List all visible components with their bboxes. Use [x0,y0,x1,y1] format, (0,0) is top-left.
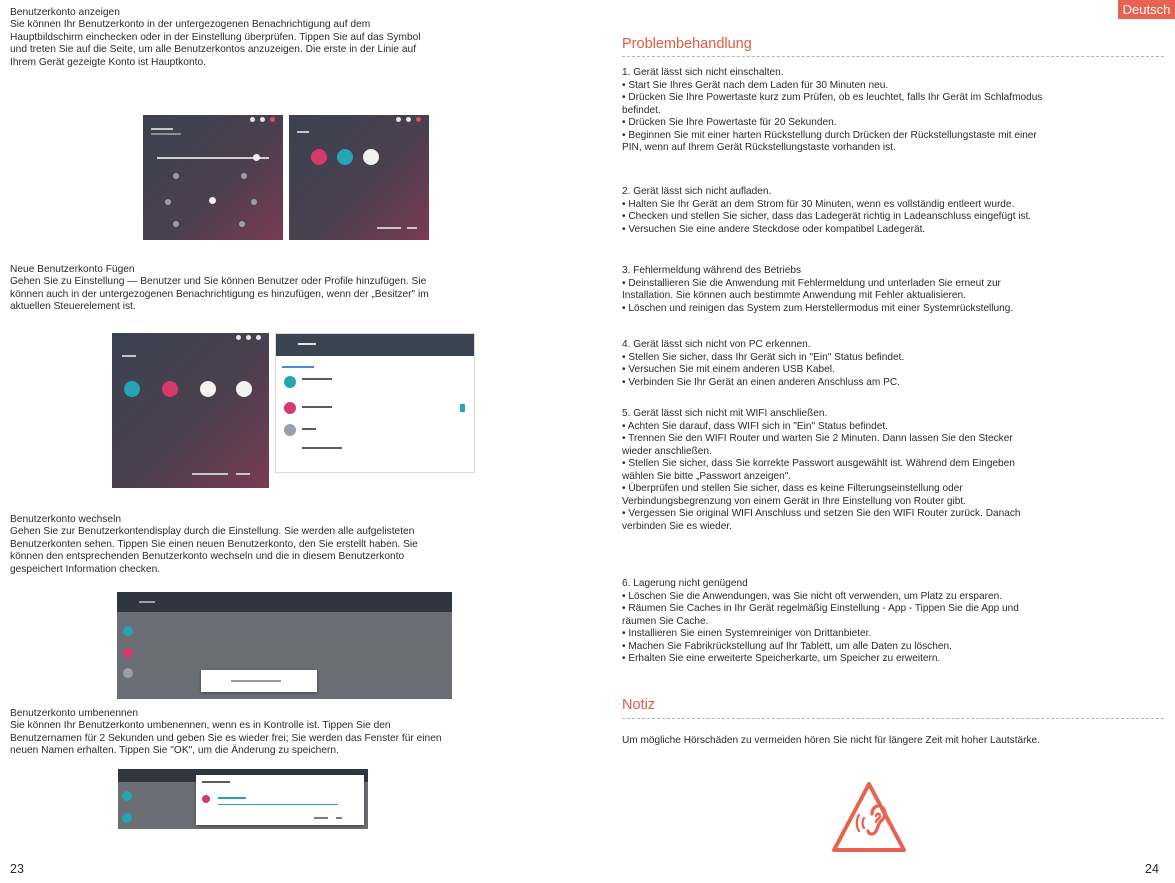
screenshot-user-switcher [289,115,429,240]
screenshot-quick-settings [143,115,283,240]
screenshot-rename-dialog [118,769,368,829]
screenshot-users-settings [275,333,475,473]
problem-group-errors: 3. Fehlermeldung während des Betriebs • Deinstallieren Sie die Anwendung mit Fehlermeldung und unterladen Sie erneut zur Installation. Sie können auch bestimmte Anwendung mit Fehler aktualisieren. • Löschen und reinigen das System zum Herstellermodus mit einer Systemrückstellung. [622,265,1014,314]
section-title: Benutzerkonto umbenennen [10,708,139,719]
section-switch-account: Benutzerkonto wechseln Gehen Sie zur Benutzerkontendisplay durch die Einstellung. Sie werden alle aufgelisteten Benutzerkonten sehen. Tippen Sie einen neuen Benutzerkonto, den Sie erstellt haben. Sie können den entsprechenden Benutzerkonto wechseln und die in diesem Benutzerkonto gespeichert Information checken. [10,514,570,576]
section-title: Benutzerkonto wechseln [10,514,121,525]
notice-text: Um mögliche Hörschäden zu vermeiden hören Sie nicht für längere Zeit mit hoher Lautstärke. [622,735,1040,746]
section-rename-account: Benutzerkonto umbenennen Sie können Ihr Benutzerkonto umbenennen, wenn es in Kontrolle ist. Tippen Sie den Benutzernamen für 2 Sekunden und geben Sie es wieder frei; Sie werden das Fenster für einen neuen Namen erhalten. Tippen Sie "OK", um die Änderung zu speichern. [10,708,570,758]
notice-divider [622,718,1164,719]
problem-group-power: 1. Gerät lässt sich nicht einschalten. • Start Sie Ihres Gerät nach dem Laden für 30 Minuten neu. • Drücken Sie Ihre Powertaste kurz zum Prüfen, ob es leuchtet, falls Ihr Gerät im Schlafmodus befindet. • Drücken Sie Ihre Powertaste für 20 Sekunden. • Beginnen Sie mit einer harten Rückstellung durch Drücken der Rückstellungstaste mit einer PIN, wenn auf Ihrem Gerät Rückstellungstaste vorhanden ist. [622,67,1043,153]
section-title: Benutzerkonto anzeigen [10,7,120,18]
section-add-account: Neue Benutzerkonto Fügen Gehen Sie zu Einstellung — Benutzer und Sie können Benutzer oder Profile hinzufügen. Sie können auch in der untergezogenen Benachrichtigung es hinzufügen, wenn der „Besitzer" im aktuellen Steuerelement ist. [10,264,570,314]
section-title: Neue Benutzerkonto Fügen [10,264,135,275]
page-number-left: 23 [10,862,24,876]
language-badge: Deutsch [1118,0,1175,19]
screenshot-add-user-dark [112,333,269,488]
hearing-warning-icon [828,778,910,860]
notice-heading: Notiz [622,697,656,713]
page-number-right: 24 [1145,862,1159,876]
problem-group-pc: 4. Gerät lässt sich nicht von PC erkennen. • Stellen Sie sicher, dass Ihr Gerät sich in "Ein" Status befindet. • Versuchen Sie mit einem anderen USB Kabel. • Verbinden Sie Ihr Gerät an einen anderen Anschluss am PC. [622,339,905,388]
left-page [0,0,580,883]
problem-group-wifi: 5. Gerät lässt sich nicht mit WIFI anschließen. • Achten Sie darauf, dass WIFI sich in "Ein" Status befindet. • Trennen Sie den WIFI Router und warten Sie 2 Minuten. Dann lassen Sie den Stecker wieder anschließen. • Stellen Sie sicher, dass Sie korrekte Passwort ausgewählt ist. Während dem Eingeben wählen Sie bitte „Passwort anzeigen". • Überprüfen und stellen Sie sicher, dass es keine Filterungseinstellung oder Verbindungsbegrenzung von einem Gerät in Ihre Einstellung von Router gibt. • Vergessen Sie original WIFI Anschluss und setzen Sie den WIFI Router zurück. Danach verbinden Sie es wieder. [622,408,1021,532]
problem-group-storage: 6. Lagerung nicht genügend • Löschen Sie die Anwendungen, was Sie nicht oft verwenden, um Platz zu ersparen. • Räumen Sie Caches in Ihr Gerät regelmäßig Einstellung - App - Tippen Sie die App und räumen Sie Cache. • Installieren Sie einen Systemreiniger von Drittanbieter. • Machen Sie Fabrikrückstellung auf Ihr Tablett, um alle Daten zu löschen. • Erhalten Sie eine erweiterte Speicherkarte, um Speicher zu erweitern. [622,578,1019,664]
section-view-account: Benutzerkonto anzeigen Sie können Ihr Benutzerkonto in der untergezogenen Benachrichtigung auf dem Hauptbildschirm einchecken oder in der Einstellung überprüfen. Tippen Sie auf das Symbol und treten Sie auf die Seite, um alle Benutzerkontos anzuzeigen. Die erste in der Linie auf Ihrem Gerät gezeigte Konto ist Hauptkonto. [10,7,570,69]
screenshot-switching-user [117,592,452,699]
problem-group-charging: 2. Gerät lässt sich nicht aufladen. • Halten Sie Ihr Gerät an dem Strom für 30 Minuten, wenn es vollständig entleert wurde. • Checken und stellen Sie sicher, dass das Ladegerät richtig in Ladeanschluss eingefügt ist. • Versuchen Sie eine andere Steckdose oder kompatibel Ladegerät. [622,186,1032,235]
troubleshooting-heading: Problembehandlung [622,36,752,52]
heading-divider [622,56,1164,57]
